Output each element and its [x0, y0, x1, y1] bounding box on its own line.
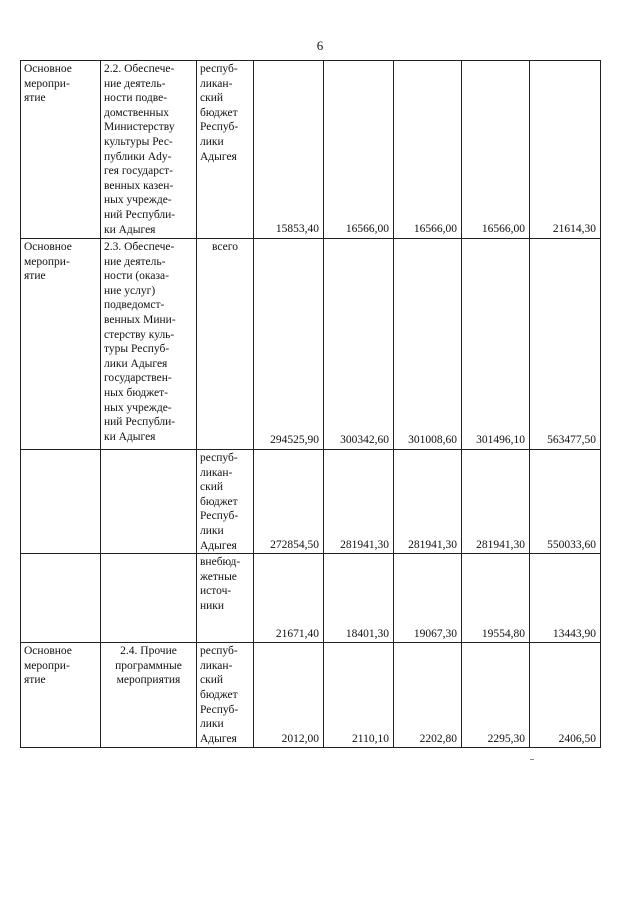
amount-cell: 2406,50 [530, 643, 601, 748]
amount-cell: 19067,30 [394, 554, 462, 643]
funding-source-line: бюджет [200, 495, 238, 508]
funding-source-line: ский [200, 92, 223, 105]
activity-name-line: публики Ady- [104, 150, 172, 163]
funding-source-line: ский [200, 674, 223, 687]
activity-name-line: ки Адыгея [104, 223, 156, 236]
funding-source-line: ники [200, 599, 225, 612]
funding-source-cell [197, 450, 254, 554]
amount-cell: 301496,10 [462, 239, 530, 450]
funding-source-line: ский [200, 481, 223, 494]
table-row [21, 239, 601, 450]
activity-name-line: лики Адыгея [104, 357, 168, 370]
activity-name-line: венных Мини- [104, 313, 176, 326]
funding-source-cell [197, 643, 254, 748]
table-row [21, 643, 601, 748]
activity-name-line: государствен- [104, 372, 172, 385]
activity-type-line: меропри- [24, 77, 70, 90]
amount-cell: 21671,40 [254, 554, 324, 643]
funding-source-line: лики [200, 524, 224, 537]
funding-source-line: ликан- [200, 659, 233, 672]
funding-source-line: Респуб- [200, 510, 239, 523]
amount-cell: 13443,90 [530, 554, 601, 643]
activity-type-cell [21, 554, 101, 643]
activity-type-cell [21, 450, 101, 554]
activity-name-line: ных учрежде- [104, 401, 172, 414]
activity-name-line: туры Респуб- [104, 343, 170, 356]
funding-source-line: Адыгея [200, 150, 237, 163]
activity-type-line: Основное [24, 241, 72, 253]
activity-type-line: меропри- [24, 659, 70, 672]
amount-cell: 18401,30 [324, 554, 394, 643]
activity-name-line: ных учрежде- [104, 194, 172, 207]
funding-source-line: Адыгея [200, 732, 237, 745]
amount-cell: 2202,80 [394, 643, 462, 748]
amount-cell: 294525,90 [254, 239, 324, 450]
amount-cell: 281941,30 [324, 450, 394, 554]
activity-type-line: Основное [24, 645, 72, 658]
amount-cell: 16566,00 [324, 61, 394, 239]
funding-source-line: лики [200, 718, 224, 731]
funding-source-line: респуб- [200, 645, 238, 658]
activity-name-line: ний Республи- [104, 208, 176, 221]
activity-name-line: ки Адыгея [104, 430, 156, 443]
funding-source-cell [197, 554, 254, 643]
amount-cell: 272854,50 [254, 450, 324, 554]
table-row [21, 450, 601, 554]
funding-source-line: источ- [200, 585, 232, 598]
table-row [21, 61, 601, 239]
activity-type-line: меропри- [24, 255, 70, 268]
amount-cell: 281941,30 [394, 450, 462, 554]
amount-cell: 21614,30 [530, 61, 601, 239]
funding-source-line: всего [212, 241, 238, 253]
amount-cell: 563477,50 [530, 239, 601, 450]
activity-name-line: ности подве- [104, 92, 168, 105]
activity-type-cell [21, 239, 101, 450]
activity-name-line: гея государст- [104, 165, 173, 178]
amount-cell: 2110,10 [324, 643, 394, 748]
activity-name-line: мероприятия [116, 674, 181, 687]
activity-type-line: ятие [24, 270, 46, 283]
activity-name-line: 2.4. Прочие [120, 645, 177, 658]
activity-name-line: венных казен- [104, 179, 174, 192]
scan-mark [530, 759, 534, 760]
activity-name-line: стерству куль- [104, 328, 175, 341]
funding-source-line: ликан- [200, 77, 233, 90]
activity-type-line: ятие [24, 674, 46, 687]
activity-type-line: Основное [24, 63, 72, 75]
funding-source-cell [197, 61, 254, 239]
activity-name-line: 2.3. Обеспече- [104, 241, 175, 253]
funding-source-line: жетные [200, 570, 237, 583]
amount-cell: 301008,60 [394, 239, 462, 450]
activity-type-line: ятие [24, 92, 46, 105]
funding-source-line: внебюд- [200, 556, 241, 569]
amount-cell: 16566,00 [462, 61, 530, 239]
activity-name-line: ние деятель- [104, 77, 166, 90]
amount-cell: 15853,40 [254, 61, 324, 239]
amount-cell: 300342,60 [324, 239, 394, 450]
funding-source-line: ликан- [200, 466, 233, 479]
activity-name-cell [101, 239, 197, 450]
activity-name-cell [101, 61, 197, 239]
page-number: 6 [316, 38, 324, 53]
activity-name-line: домственных [104, 106, 170, 119]
activity-name-line: ности (оказа- [104, 270, 169, 283]
amount-cell: 2012,00 [254, 643, 324, 748]
amount-cell: 550033,60 [530, 450, 601, 554]
activity-name-line: ние деятель- [104, 255, 166, 268]
funding-source-line: бюджет [200, 688, 238, 701]
activity-name-line: программные [115, 659, 182, 672]
activity-name-line: Министерству [104, 121, 175, 134]
activity-type-cell [21, 643, 101, 748]
funding-source-line: бюджет [200, 106, 238, 119]
budget-table [20, 60, 601, 748]
activity-type-cell [21, 61, 101, 239]
funding-source-line: респуб- [200, 63, 238, 75]
funding-source-line: лики [200, 135, 224, 148]
activity-name-line: подведомст- [104, 299, 165, 312]
activity-name-cell [101, 643, 197, 748]
funding-source-cell [197, 239, 254, 450]
amount-cell: 19554,80 [462, 554, 530, 643]
amount-cell: 2295,30 [462, 643, 530, 748]
activity-name-line: ных бюджет- [104, 386, 168, 399]
amount-cell: 281941,30 [462, 450, 530, 554]
funding-source-line: респуб- [200, 452, 238, 464]
activity-name-line: культуры Рес- [104, 135, 173, 148]
activity-name-cell [101, 450, 197, 554]
activity-name-line: ний Республи- [104, 416, 176, 429]
amount-cell: 16566,00 [394, 61, 462, 239]
table-row [21, 554, 601, 643]
activity-name-cell [101, 554, 197, 643]
funding-source-line: Адыгея [200, 539, 237, 552]
funding-source-line: Респуб- [200, 703, 239, 716]
funding-source-line: Респуб- [200, 121, 239, 134]
activity-name-line: 2.2. Обеспече- [104, 63, 175, 75]
activity-name-line: ние услуг) [104, 284, 156, 297]
